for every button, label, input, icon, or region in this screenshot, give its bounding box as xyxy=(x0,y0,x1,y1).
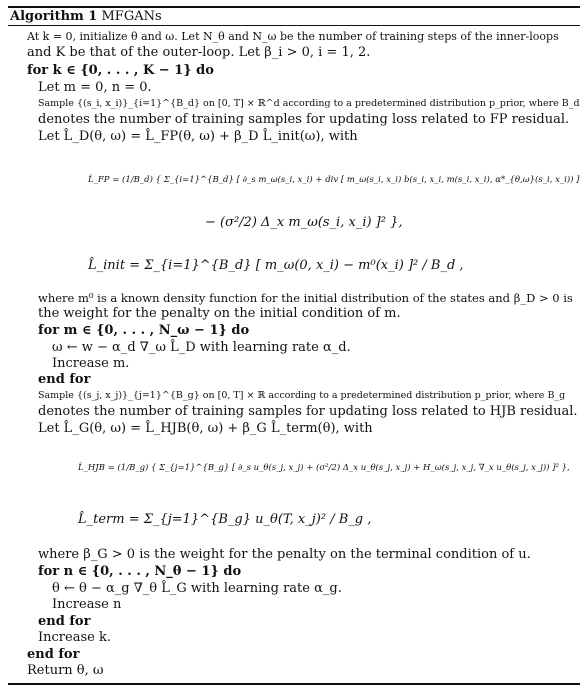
top-rule xyxy=(8,6,580,8)
line-where-bg: where β_G > 0 is the weight for the penalty on the terminal condition of u. xyxy=(38,547,531,562)
line-init1: At k = 0, initialize θ and ω. Let N_θ and N_ω be the number of training steps of the inner-loops xyxy=(27,30,559,43)
line-inc-k: Increase k. xyxy=(38,630,111,645)
line-end-for-1: end for xyxy=(38,372,91,387)
eq-fp-line2: − (σ²/2) Δ_x m_ω(s_i, x_i) ]² }, xyxy=(205,215,403,230)
line-for-n: for n ∈ {0, . . . , N_θ − 1} do xyxy=(38,564,242,579)
mid-rule xyxy=(8,25,580,26)
line-sample-g1: Sample {(s_j, x_j)}_{j=1}^{B_g} on [0, T] × ℝ according to a predetermined distribution p_prior, where B_g xyxy=(38,390,566,401)
line-inc-n: Increase n xyxy=(52,597,122,612)
line-sample-d2: denotes the number of training samples for updating loss related to FP residual. xyxy=(38,112,570,127)
eq-fp-line1: L̂_FP = (1/B_d) { Σ_{i=1}^{B_d} [ ∂_s m_ω(s_i, x_i) + div [ m_ω(s_i, x_i) b(s_i, x_i, m(s_i, x_i), α*_{θ,ω}(s_i, x_i)) ] xyxy=(88,175,580,185)
eq-hjb: L̂_HJB = (1/B_g) { Σ_{j=1}^{B_g} [ ∂_s u_θ(s_j, x_j) + (σ²/2) Δ_x u_θ(s_j, x_j) + H_ω(s_j, x_j, ∇_x u_θ(s_j, x_j)) ]² }, xyxy=(78,463,570,473)
line-let-ld: Let L̂_D(θ, ω) = L̂_FP(θ, ω) + β_D L̂_init(ω), with xyxy=(38,129,358,144)
eq-term: L̂_term = Σ_{j=1}^{B_g} u_θ(T, x_j)² / B_g , xyxy=(78,512,372,527)
line-init2: and K be that of the outer-loop. Let β_i > 0, i = 1, 2. xyxy=(27,45,371,60)
algorithm-caption xyxy=(10,9,162,25)
bottom-rule xyxy=(8,683,580,685)
line-where-m0-2: the weight for the penalty on the initial condition of m. xyxy=(38,306,401,321)
line-let-mn: Let m = 0, n = 0. xyxy=(38,80,152,95)
algorithm-name: MFGANs xyxy=(101,9,162,24)
line-end-for-3: end for xyxy=(27,647,80,662)
line-where-m0-1: where m⁰ is a known density function for the initial distribution of the states and β_D > 0 is xyxy=(38,291,573,305)
line-sample-d1: Sample {(s_i, x_i)}_{i=1}^{B_d} on [0, T] × ℝ^d according to a predetermined distribution p_prior, where B_d xyxy=(38,98,580,109)
line-return: Return θ, ω xyxy=(27,663,104,678)
line-update-t: θ ← θ − α_g ∇_θ L̂_G with learning rate α_g. xyxy=(52,581,342,596)
line-inc-m: Increase m. xyxy=(52,356,130,371)
line-end-for-2: end for xyxy=(38,614,91,629)
line-for-m: for m ∈ {0, . . . , N_ω − 1} do xyxy=(38,323,250,338)
eq-init: L̂_init = Σ_{i=1}^{B_d} [ m_ω(0, x_i) − m⁰(x_i) ]² / B_d , xyxy=(88,258,464,273)
line-update-w: ω ← w − α_d ∇_ω L̂_D with learning rate α_d. xyxy=(52,340,351,355)
line-for-k: for k ∈ {0, . . . , K − 1} do xyxy=(27,63,214,78)
line-sample-g2: denotes the number of training samples for updating loss related to HJB residual. xyxy=(38,404,578,419)
algorithm-label: Algorithm 1 xyxy=(10,9,98,24)
line-let-lg: Let L̂_G(θ, ω) = L̂_HJB(θ, ω) + β_G L̂_term(θ), with xyxy=(38,421,373,436)
